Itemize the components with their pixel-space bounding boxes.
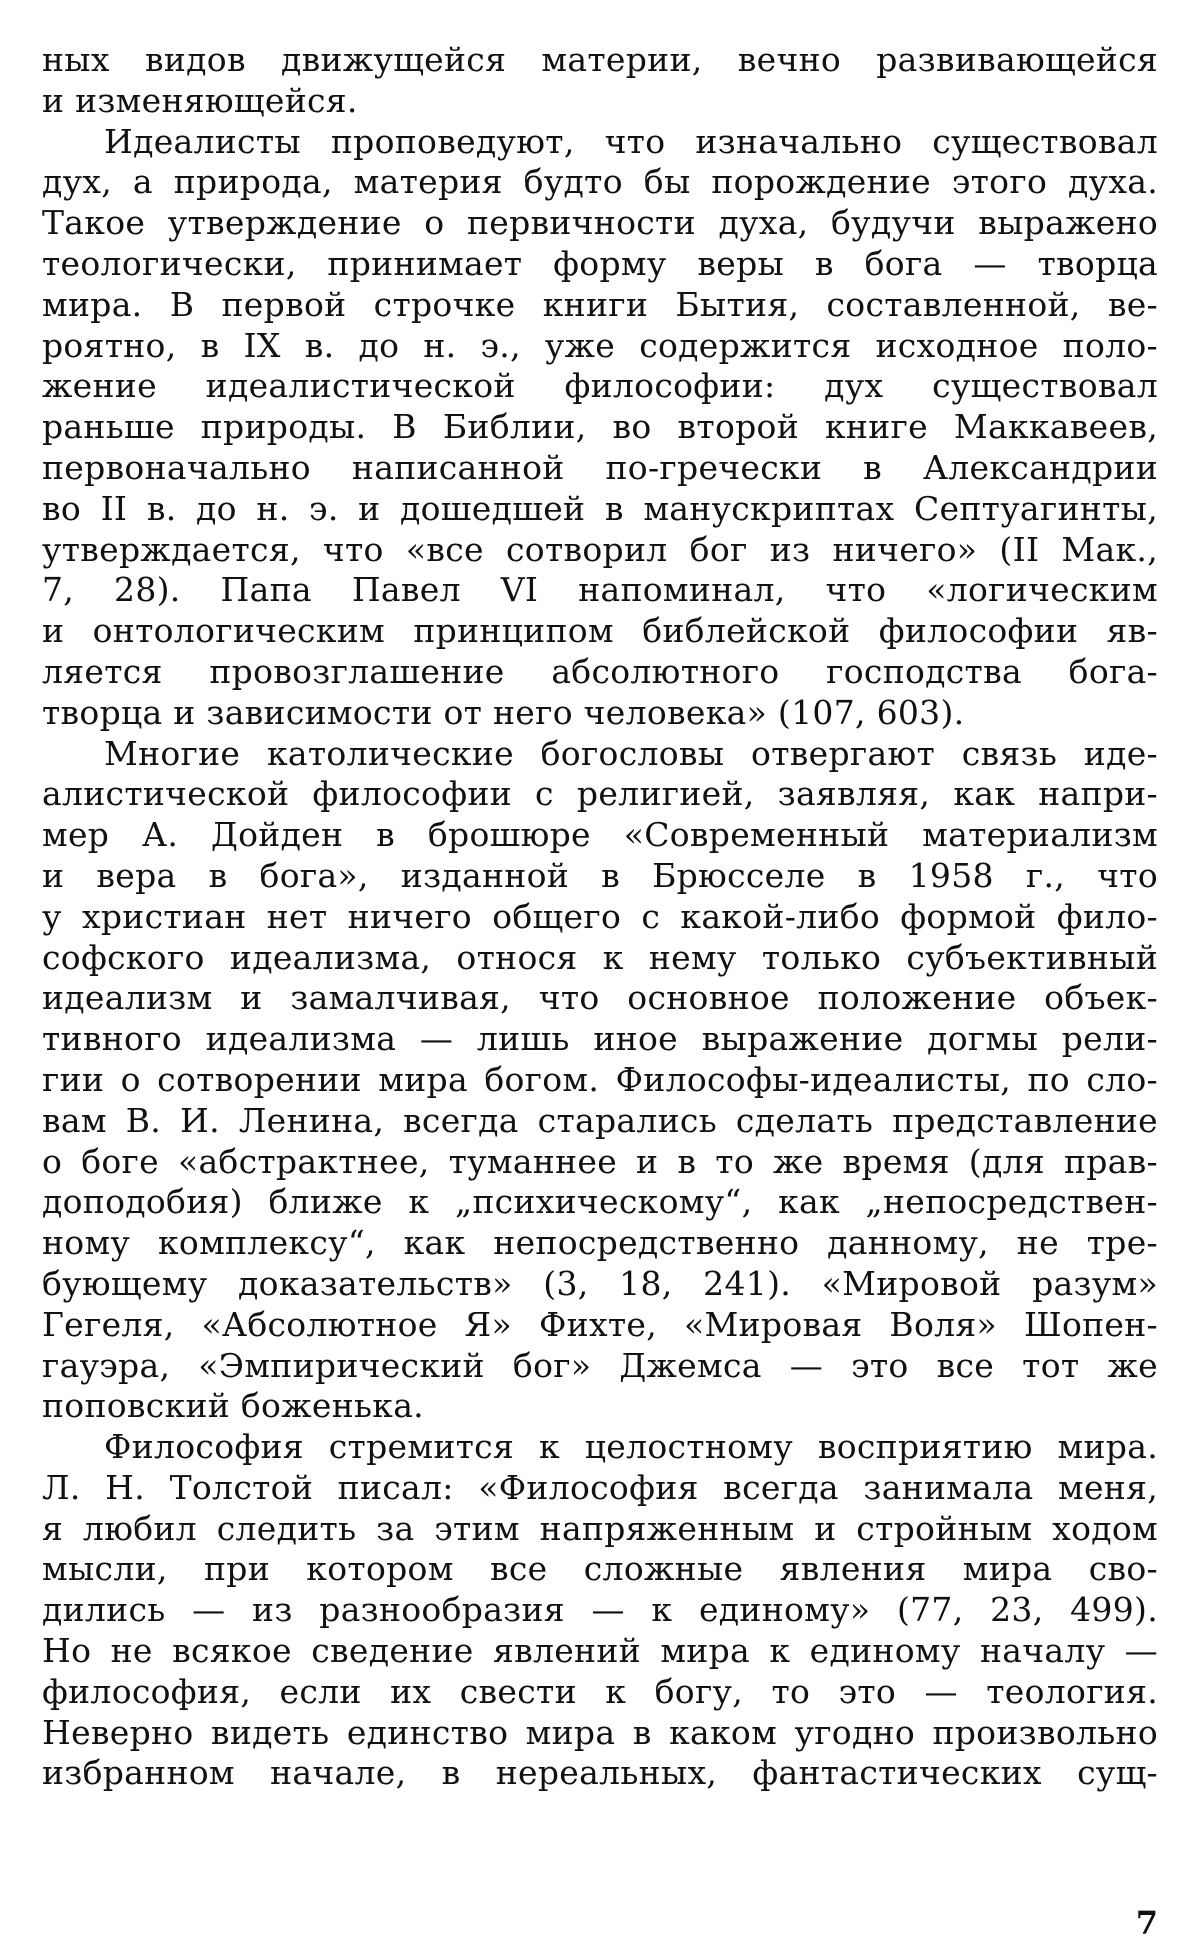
text-line: поповский боженька. (42, 1386, 424, 1426)
book-page (42, 40, 1158, 1920)
text-line: раньше природы. В Библии, во второй книге Маккавеев, (42, 407, 1158, 447)
text-line: тивного идеализма — лишь иное выражение догмы рели- (42, 1019, 1158, 1059)
text-line: Л. Н. Толстой писал: «Философия всегда занимала меня, (42, 1467, 1158, 1507)
text-line: ному комплексу“, как непосредственно данному, не тре- (42, 1223, 1158, 1263)
text-line: ных видов движущейся материи, вечно развивающейся (42, 40, 1158, 79)
text-line: мира. В первой строчке книги Бытия, составленной, ве- (42, 284, 1158, 324)
text-line: Гегеля, «Абсолютное Я» Фихте, «Мировая Воля» Шопен- (42, 1304, 1158, 1344)
text-line: вам В. И. Ленина, всегда старались сделать представление (42, 1100, 1158, 1140)
text-line: у христиан нет ничего общего с какой-либо формой фило- (42, 896, 1158, 936)
text-line: доподобия) ближе к „психическому“, как „непосредствен- (42, 1182, 1158, 1222)
text-line: первоначально написанной по-гречески в Александрии (42, 447, 1158, 487)
text-line: Философия стремится к целостному восприятию мира. (104, 1427, 1158, 1467)
text-line: мер А. Дойден в брошюре «Современный материализм (42, 815, 1158, 855)
paragraph-3 (42, 734, 1158, 1428)
text-line: Неверно видеть единство мира в каком угодно произвольно (42, 1712, 1158, 1752)
paragraph-1 (42, 40, 1158, 122)
text-line: утверждается, что «все сотворил бог из ничего» (II Мак., (42, 529, 1158, 569)
text-line: избранном начале, в нереальных, фантастических сущ- (42, 1753, 1158, 1793)
paragraph-2 (42, 122, 1158, 734)
text-line: во II в. до н. э. и дошедшей в манускриптах Септуагинты, (42, 488, 1158, 528)
text-line: философия, если их свести к богу, то это — теология. (42, 1671, 1158, 1711)
text-line: и вера в бога», изданной в Брюсселе в 1958 г., что (42, 855, 1158, 895)
text-line: теологически, принимает форму веры в бога — творца (42, 243, 1158, 283)
text-line: Но не всякое сведение явлений мира к единому началу — (42, 1631, 1158, 1671)
text-line: бующему доказательств» (3, 18, 241). «Мировой разум» (42, 1263, 1158, 1303)
text-line: и изменяющейся. (42, 80, 358, 120)
text-line: софского идеализма, относя к нему только субъективный (42, 937, 1158, 977)
text-line: гии о сотворении мира богом. Философы-идеалисты, по сло- (42, 1059, 1158, 1099)
text-line: я любил следить за этим напряженным и стройным ходом (42, 1508, 1158, 1548)
text-line: гауэра, «Эмпирический бог» Джемса — это все тот же (42, 1345, 1158, 1385)
text-line: творца и зависимости от него человека» (107, 603). (42, 692, 965, 732)
text-line: дух, а природа, материя будто бы порождение этого духа. (42, 162, 1158, 202)
text-line: Такое утверждение о первичности духа, будучи выражено (42, 203, 1158, 243)
text-line: Идеалисты проповедуют, что изначально существовал (104, 121, 1158, 161)
text-line: и онтологическим принципом библейской философии яв- (42, 611, 1158, 651)
text-line: о боге «абстрактнее, туманнее и в то же время (для прав- (42, 1141, 1158, 1181)
page-number: 7 (1135, 1904, 1158, 1942)
text-line: дились — из разнообразия — к единому» (77, 23, 499). (42, 1590, 1158, 1630)
text-line: алистической философии с религией, заявляя, как напри- (42, 774, 1158, 814)
paragraph-4 (42, 1427, 1158, 1794)
text-line: 7, 28). Папа Павел VI напоминал, что «логическим (42, 570, 1158, 610)
text-line: ляется провозглашение абсолютного господства бога- (42, 651, 1158, 691)
text-line: Многие католические богословы отвергают связь иде- (104, 733, 1158, 773)
text-line: жение идеалистической философии: дух существовал (42, 366, 1158, 406)
text-line: мысли, при котором все сложные явления мира сво- (42, 1549, 1158, 1589)
text-line: роятно, в IX в. до н. э., уже содержится исходное поло- (42, 325, 1158, 365)
text-line: идеализм и замалчивая, что основное положение объек- (42, 978, 1158, 1018)
